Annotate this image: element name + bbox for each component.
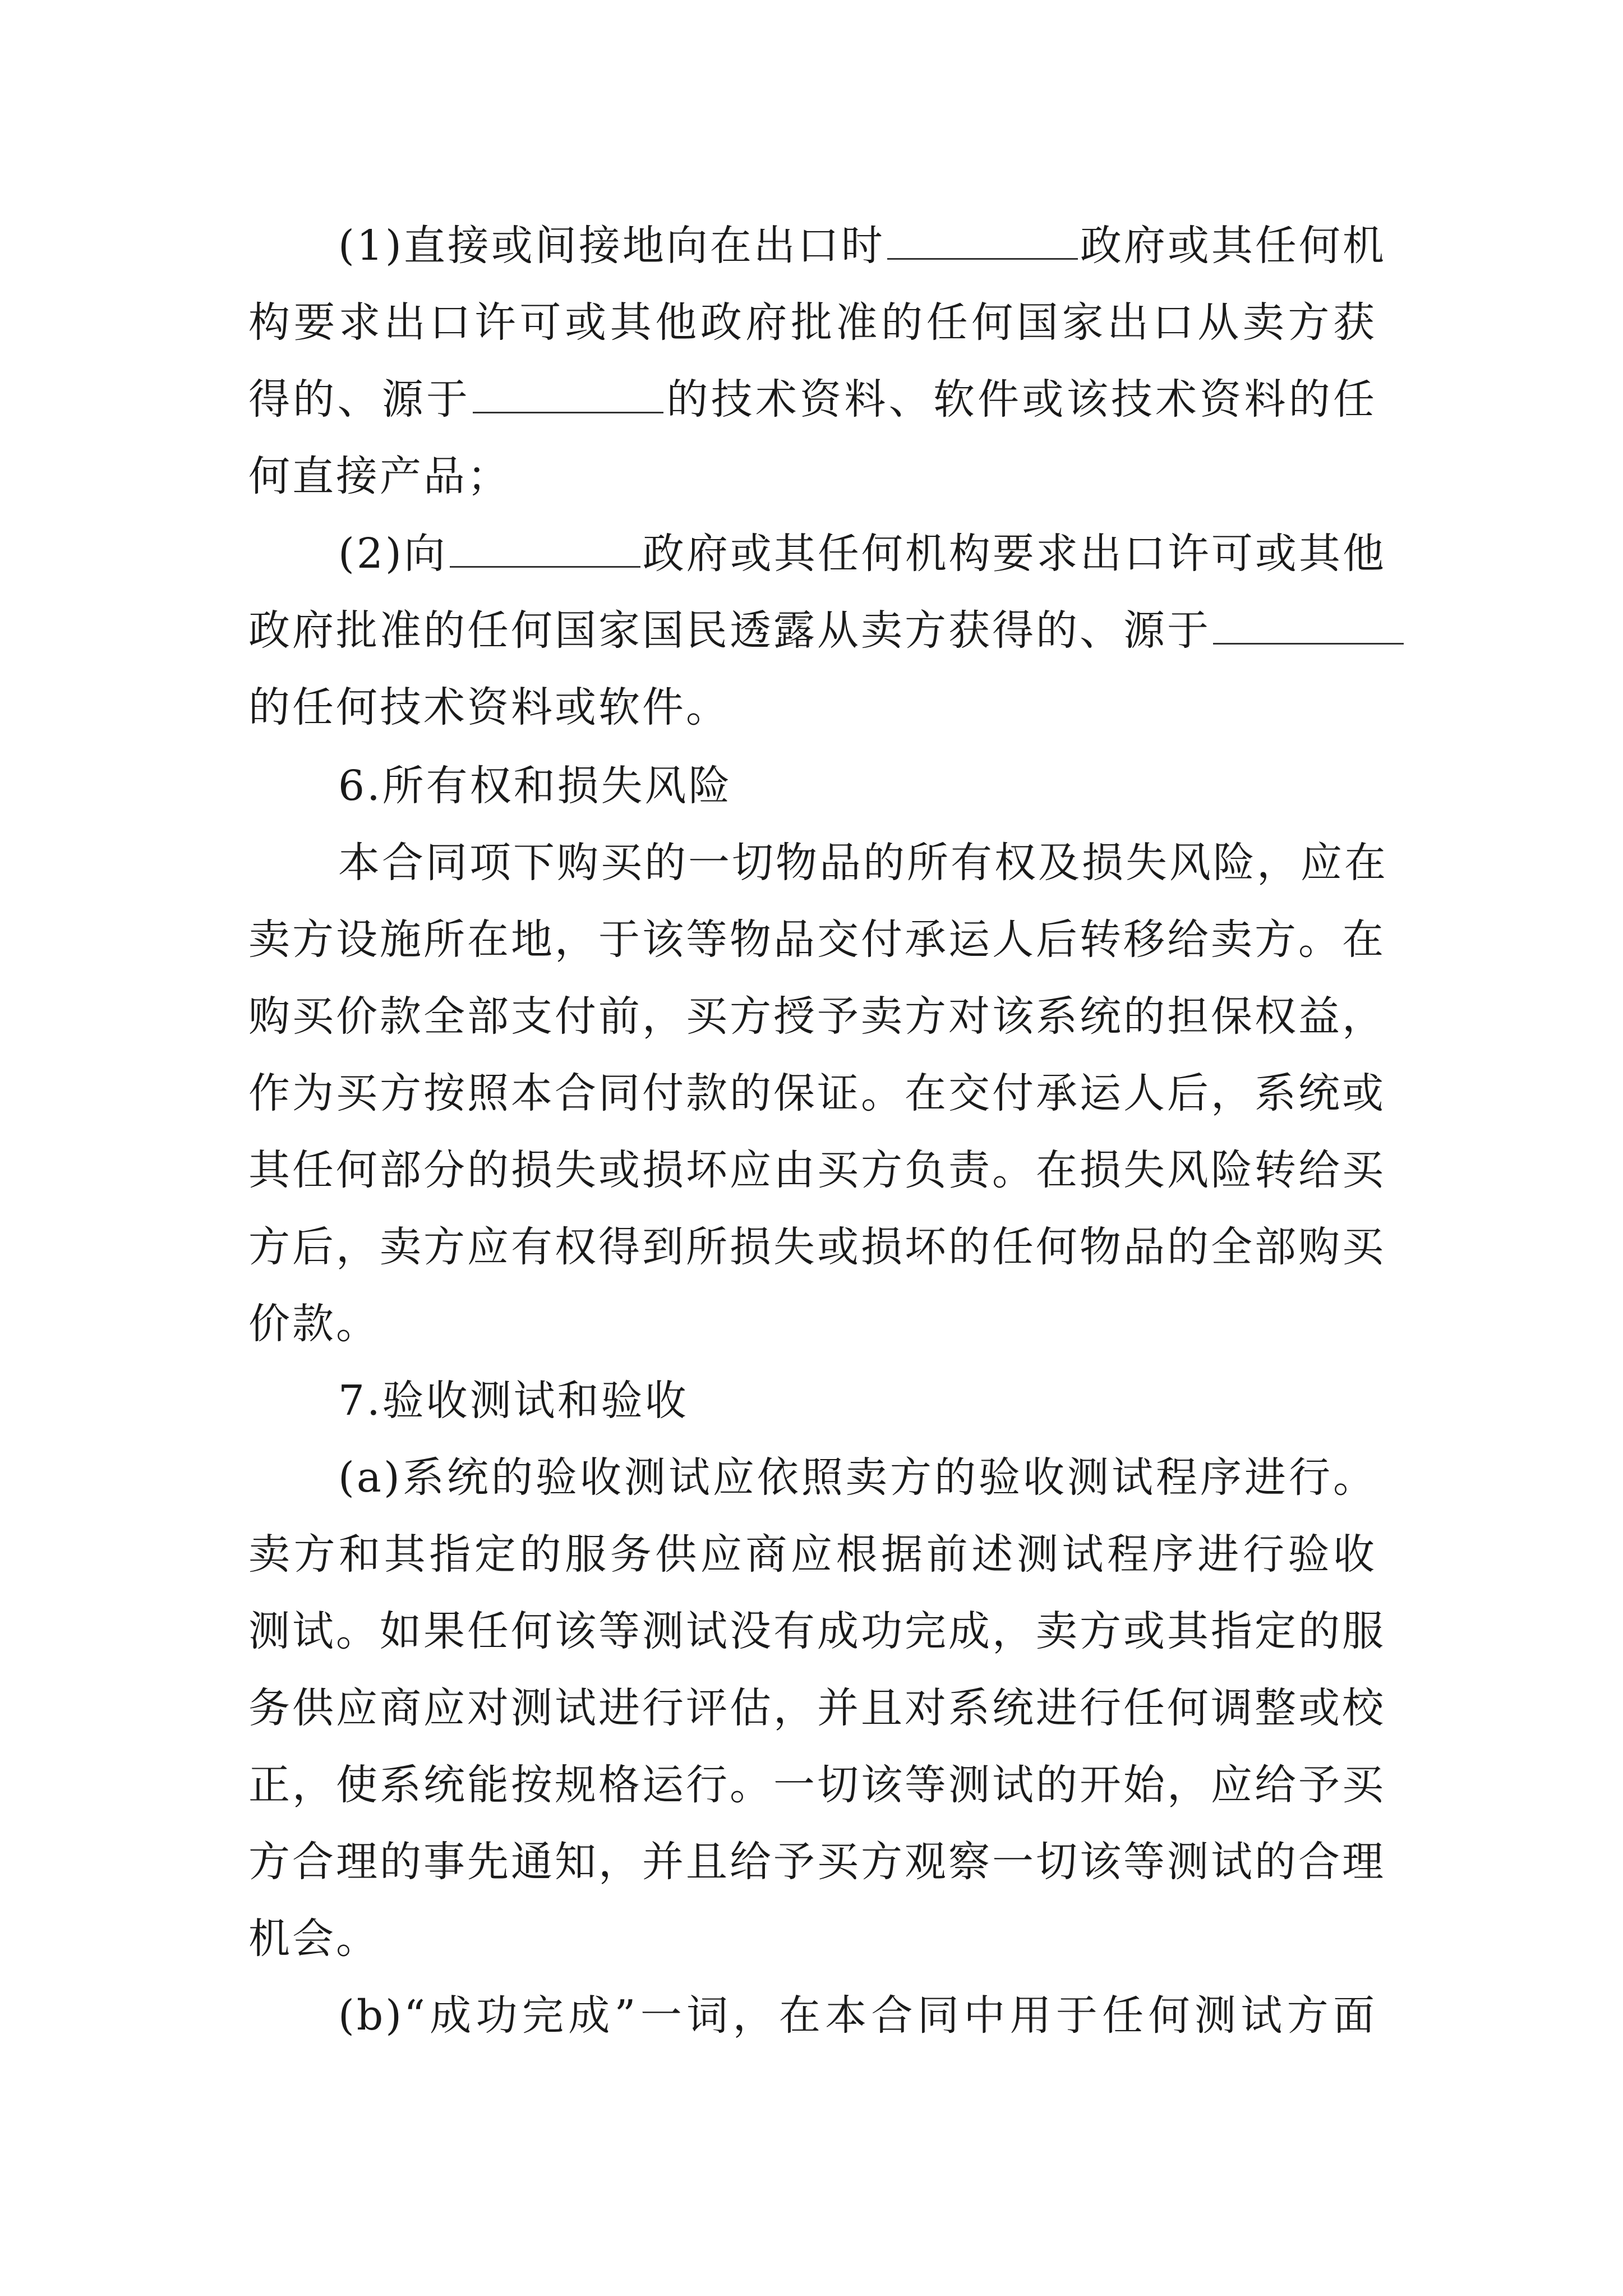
paragraph-line: 购买价款全部支付前，买方授予卖方对该系统的担保权益， [248,992,1386,1041]
fill-in-blank [473,378,663,413]
fill-in-blank [1213,609,1404,645]
text-segment: 的技术资料、软件或该技术资料的任 [666,375,1377,424]
clause-5-item-1 [248,208,1386,515]
paragraph-line: 何直接产品； [248,452,511,500]
paragraph-line: 的任何技术资料或软件。 [248,683,730,731]
paragraph-line: 卖方设施所在地，于该等物品交付承运人后转移给卖方。在 [248,915,1386,964]
clause-7-item-b [248,1977,1377,2054]
fill-in-blank [887,224,1078,260]
paragraph-line: 本合同项下购买的一切物品的所有权及损失风险，应在 [338,839,1388,887]
fill-in-blank [450,532,640,568]
text-segment: (2)向 [338,530,448,578]
paragraph-line: 方合理的事先通知，并且给予买方观察一切该等测试的合理 [248,1838,1386,1886]
clause-7-item-a [248,1439,1386,1977]
paragraph-line: (a)系统的验收测试应依照卖方的验收测试程序进行。 [338,1453,1377,1502]
text-segment: (1)直接或间接地向在出口时 [338,222,885,270]
section-heading-7 [248,1363,1377,1439]
paragraph-line: 务供应商应对测试进行评估，并且对系统进行任何调整或校 [248,1684,1386,1732]
paragraph-line: 正，使系统能按规格运行。一切该等测试的开始，应给予买 [248,1761,1386,1809]
paragraph-line: 机会。 [248,1915,380,1963]
paragraph-line: 测试。如果任何该等测试没有成功完成，卖方或其指定的服 [248,1607,1386,1655]
clause-6-body [248,825,1388,1363]
paragraph-line [248,361,1377,438]
section-heading: 6.所有权和损失风险 [338,762,732,810]
paragraph-line [248,592,1377,669]
text-segment: 政府批准的任何国家国民透露从卖方获得的、源于 [248,606,1211,655]
section-heading: 7.验收测试和验收 [338,1377,689,1425]
paragraph-line [248,516,1386,592]
paragraph-line: 价款。 [248,1300,380,1348]
paragraph-line: 构要求出口许可或其他政府批准的任何国家出口从卖方获 [248,298,1377,347]
paragraph-line: 卖方和其指定的服务供应商应根据前述测试程序进行验收 [248,1530,1377,1579]
text-segment: 政府或其任何机 [1080,222,1386,270]
clause-5-item-2 [248,516,1386,746]
paragraph-line: 方后，卖方应有权得到所损失或损坏的任何物品的全部购买 [248,1223,1386,1271]
paragraph-line [248,208,1386,284]
paragraph-line: 其任何部分的损失或损坏应由买方负责。在损失风险转给买 [248,1146,1386,1194]
paragraph-line: 作为买方按照本合同付款的保证。在交付承运人后，系统或 [248,1069,1386,1117]
section-heading-6 [248,748,1377,825]
text-segment: 得的、源于 [248,375,471,424]
paragraph-line: (b)“成功完成”一词，在本合同中用于任何测试方面 [338,1991,1377,2040]
text-segment: 政府或其任何机构要求出口许可或其他 [642,530,1386,578]
